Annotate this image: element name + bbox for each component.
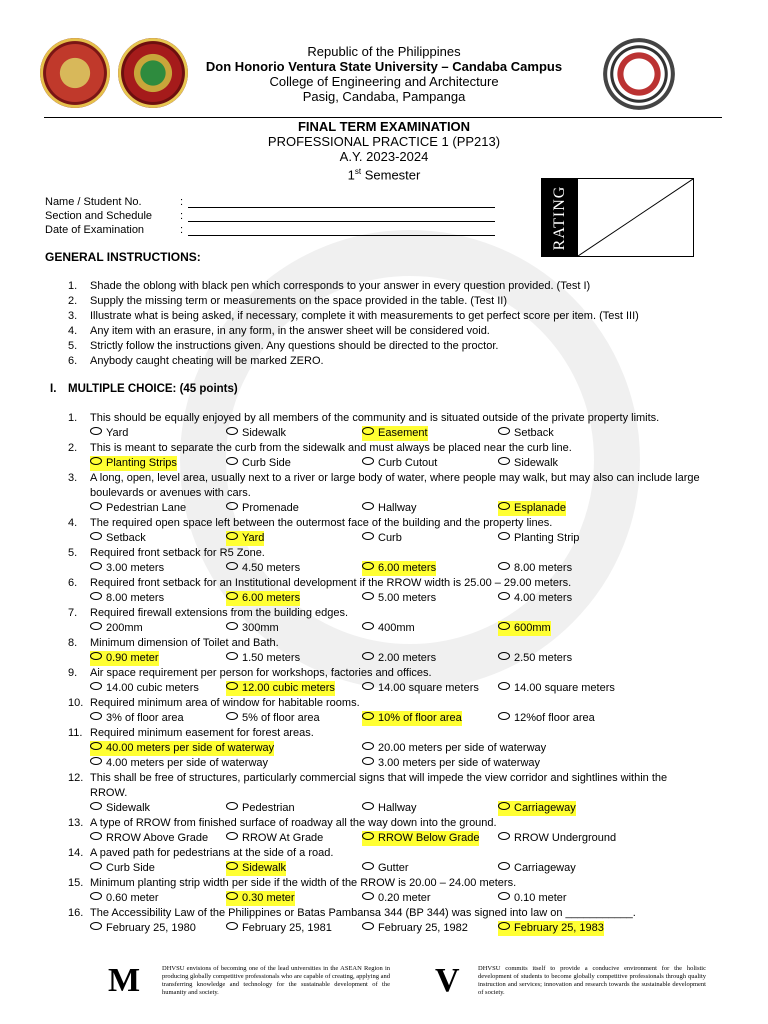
oblong-bubble-icon[interactable] [90, 592, 102, 600]
oblong-bubble-icon[interactable] [90, 502, 102, 510]
option-label: 0.60 meter [106, 892, 159, 904]
question-text: This is meant to separate the curb from the sidewalk and must always be placed near the curb line. [90, 442, 572, 454]
option-label: February 25, 1981 [242, 922, 332, 934]
oblong-bubble-icon[interactable] [90, 757, 102, 765]
answer-option-highlighted[interactable] [498, 921, 604, 936]
answer-option[interactable] [90, 891, 159, 906]
question-text: A paved path for pedestrians at the side of a road. [90, 847, 334, 859]
oblong-bubble-icon[interactable] [362, 592, 374, 600]
answer-option-highlighted[interactable] [90, 651, 159, 666]
question-text: A long, open, level area, usually next to a river or large body of water, where people may walk, but may also can include large [90, 472, 700, 484]
section-title: MULTIPLE CHOICE: (45 points) [68, 383, 238, 395]
oblong-bubble-icon[interactable] [90, 457, 102, 465]
answer-option[interactable] [226, 426, 286, 441]
option-label: Curb Side [106, 862, 155, 874]
option-label: 8.00 meters [514, 562, 573, 574]
option-label: RROW At Grade [242, 832, 324, 844]
answer-option-highlighted[interactable] [498, 501, 566, 516]
answer-option[interactable] [362, 501, 417, 516]
oblong-bubble-icon[interactable] [226, 652, 238, 660]
option-label: Esplanade [514, 502, 566, 514]
header-address: Pasig, Candaba, Pampanga [302, 89, 466, 104]
question-text: The Accessibility Law of the Philippines or Batas Pambansa 344 (BP 344) was signed into law on ___________. [90, 907, 636, 919]
oblong-bubble-icon[interactable] [90, 802, 102, 810]
answer-option[interactable] [498, 561, 572, 576]
option-label: Planting Strip [514, 532, 580, 544]
option-label: February 25, 1983 [514, 922, 604, 934]
oblong-bubble-icon[interactable] [226, 832, 238, 840]
rating-label: RATING [551, 185, 568, 251]
question-text-continued: RROW. [90, 787, 128, 799]
answer-option[interactable] [362, 456, 437, 471]
oblong-bubble-icon[interactable] [226, 922, 238, 930]
question-number: 1. [68, 412, 78, 424]
oblong-bubble-icon[interactable] [362, 532, 374, 540]
oblong-bubble-icon[interactable] [498, 457, 510, 465]
oblong-bubble-icon[interactable] [226, 532, 238, 540]
option-label: 2.50 meters [514, 652, 573, 664]
answer-option[interactable] [226, 921, 332, 936]
question-text: This shall be free of structures, particularly commercial signs that will impede the view corridor and sightlines within the [90, 772, 668, 784]
question-number: 2. [68, 442, 78, 454]
rating-box [541, 178, 694, 257]
option-label: 14.00 cubic meters [106, 682, 199, 694]
question-text: Required minimum easement for forest areas. [90, 727, 314, 739]
answer-option[interactable] [498, 531, 579, 546]
option-label: 10% of floor area [378, 712, 462, 724]
oblong-bubble-icon[interactable] [226, 502, 238, 510]
oblong-bubble-icon[interactable] [90, 562, 102, 570]
question-text: Air space requirement per person for workshops, factories and offices. [90, 667, 432, 679]
answer-option-highlighted[interactable] [362, 831, 479, 846]
answer-option[interactable] [362, 756, 540, 771]
oblong-bubble-icon[interactable] [498, 532, 510, 540]
oblong-bubble-icon[interactable] [498, 832, 510, 840]
option-label: Setback [514, 427, 554, 439]
instruction-item [68, 339, 498, 354]
option-label: 6.00 meters [242, 592, 301, 604]
header-college: College of Engineering and Architecture [269, 74, 499, 89]
oblong-bubble-icon[interactable] [226, 427, 238, 435]
option-label: 5.00 meters [378, 592, 437, 604]
answer-option[interactable] [362, 921, 468, 936]
answer-option-highlighted[interactable] [226, 681, 335, 696]
question-stem [68, 816, 497, 831]
option-label: 2.00 meters [378, 652, 437, 664]
mission-letter: M [108, 962, 141, 999]
answer-option-highlighted[interactable] [498, 621, 551, 636]
option-label: Sidewalk [242, 862, 287, 874]
answer-option-highlighted[interactable] [362, 711, 462, 726]
question-stem [68, 576, 571, 591]
question-number: 12. [68, 772, 84, 784]
oblong-bubble-icon[interactable] [362, 862, 374, 870]
instruction-text: Any item with an erasure, in any form, in the answer sheet will be considered void. [90, 325, 490, 337]
question-stem [68, 471, 700, 486]
oblong-bubble-icon[interactable] [498, 592, 510, 600]
instruction-number: 4. [68, 325, 78, 337]
field-label-name: Name / Student No. [45, 196, 142, 208]
oblong-bubble-icon[interactable] [226, 712, 238, 720]
instruction-item [68, 279, 590, 294]
exam-year: A.Y. 2023-2024 [339, 149, 429, 164]
answer-option-highlighted[interactable] [90, 456, 177, 471]
answer-option-highlighted[interactable] [226, 591, 300, 606]
header-university: Don Honorio Ventura State University – Candaba Campus [205, 59, 563, 74]
option-label: Planting Strips [106, 457, 177, 469]
answer-option[interactable] [90, 531, 146, 546]
option-label: Carriageway [514, 862, 576, 874]
option-label: Curb [378, 532, 402, 544]
question-stem [68, 876, 516, 891]
question-text: Minimum planting strip width per side if the width of the RROW is 20.00 – 24.00 meters. [90, 877, 517, 889]
answer-option[interactable] [362, 531, 402, 546]
oblong-bubble-icon[interactable] [90, 742, 102, 750]
answer-option[interactable] [90, 501, 186, 516]
question-stem [68, 846, 333, 861]
instruction-item [68, 294, 507, 309]
option-label: 1.50 meters [242, 652, 301, 664]
option-label: Gutter [378, 862, 409, 874]
option-label: Easement [378, 427, 428, 439]
instruction-text: Supply the missing term or measurements on the space provided in the table. (Test II) [90, 295, 507, 307]
field-colon: : [180, 196, 184, 208]
question-stem [68, 666, 432, 681]
option-label: RROW Underground [514, 832, 617, 844]
option-label: 0.90 meter [106, 652, 159, 664]
oblong-bubble-icon[interactable] [362, 892, 374, 900]
answer-option[interactable] [498, 861, 576, 876]
option-label: RROW Below Grade [378, 832, 480, 844]
oblong-bubble-icon[interactable] [226, 682, 238, 690]
answer-option[interactable] [226, 456, 291, 471]
oblong-bubble-icon[interactable] [362, 622, 374, 630]
oblong-bubble-icon[interactable] [362, 802, 374, 810]
oblong-bubble-icon[interactable] [362, 742, 374, 750]
option-label: 4.00 meters per side of waterway [106, 757, 269, 769]
answer-option[interactable] [90, 621, 143, 636]
oblong-bubble-icon[interactable] [362, 427, 374, 435]
vision-text: DHVSU commits itself to provide a conducive environment for the holistic development of students to become globally competitive professionals through quality instruction and services; innovation and research towards the sustainable development of society. [478, 965, 706, 996]
oblong-bubble-icon[interactable] [498, 922, 510, 930]
question-number: 15. [68, 877, 84, 889]
rating-diagonal [542, 179, 693, 256]
question-stem [68, 696, 360, 711]
oblong-bubble-icon[interactable] [362, 922, 374, 930]
answer-option[interactable] [226, 561, 300, 576]
option-label: Carriageway [514, 802, 576, 814]
question-text: Required minimum area of window for habitable rooms. [90, 697, 360, 709]
answer-option[interactable] [226, 801, 295, 816]
answer-option[interactable] [362, 591, 436, 606]
instruction-text: Strictly follow the instructions given. Any questions should be directed to the proctor. [90, 340, 499, 352]
option-label: 3% of floor area [106, 712, 184, 724]
question-number: 13. [68, 817, 84, 829]
oblong-bubble-icon[interactable] [362, 757, 374, 765]
option-label: 12%of floor area [514, 712, 595, 724]
option-label: February 25, 1982 [378, 922, 468, 934]
option-label: 5% of floor area [242, 712, 320, 724]
option-label: 200mm [106, 622, 143, 634]
oblong-bubble-icon[interactable] [226, 892, 238, 900]
option-label: 3.00 meters [106, 562, 165, 574]
question-number: 9. [68, 667, 78, 679]
oblong-bubble-icon[interactable] [362, 832, 374, 840]
oblong-bubble-icon[interactable] [226, 622, 238, 630]
oblong-bubble-icon[interactable] [90, 712, 102, 720]
question-stem [68, 546, 265, 561]
option-label: 3.00 meters per side of waterway [378, 757, 541, 769]
answer-option[interactable] [90, 801, 150, 816]
option-label: 6.00 meters [378, 562, 437, 574]
option-label: 4.00 meters [514, 592, 573, 604]
answer-option-highlighted[interactable] [226, 531, 264, 546]
option-label: 300mm [242, 622, 279, 634]
option-label: 14.00 square meters [514, 682, 615, 694]
oblong-bubble-icon[interactable] [498, 427, 510, 435]
oblong-bubble-icon[interactable] [362, 682, 374, 690]
answer-option[interactable] [90, 756, 268, 771]
instruction-number: 1. [68, 280, 78, 292]
question-number: 10. [68, 697, 84, 709]
oblong-bubble-icon[interactable] [90, 682, 102, 690]
answer-option[interactable] [226, 711, 320, 726]
option-label: RROW Above Grade [106, 832, 209, 844]
oblong-bubble-icon[interactable] [90, 427, 102, 435]
question-stem [68, 771, 667, 786]
question-number: 6. [68, 577, 78, 589]
section-field[interactable] [188, 209, 495, 222]
oblong-bubble-icon[interactable] [362, 712, 374, 720]
question-number: 14. [68, 847, 84, 859]
question-text: Required front setback for an Institutional development if the RROW width is 25.00 – 29.00 meters. [90, 577, 572, 589]
field-colon: : [180, 224, 184, 236]
oblong-bubble-icon[interactable] [362, 502, 374, 510]
question-text: Required front setback for R5 Zone. [90, 547, 265, 559]
answer-option[interactable] [226, 831, 323, 846]
question-number: 11. [68, 727, 83, 739]
oblong-bubble-icon[interactable] [498, 622, 510, 630]
answer-option[interactable] [90, 591, 164, 606]
instruction-text: Illustrate what is being asked, if necessary, complete it with measurements to get perfect score per item. (Test III) [90, 310, 639, 322]
answer-option-highlighted[interactable] [90, 741, 274, 756]
oblong-bubble-icon[interactable] [226, 592, 238, 600]
instruction-text: Shade the oblong with black pen which corresponds to your answer in every question provided. (Test I) [90, 280, 591, 292]
oblong-bubble-icon[interactable] [498, 802, 510, 810]
oblong-bubble-icon[interactable] [90, 622, 102, 630]
instructions-heading: GENERAL INSTRUCTIONS: [45, 250, 201, 264]
question-stem [68, 636, 279, 651]
answer-option[interactable] [226, 501, 299, 516]
answer-option[interactable] [90, 711, 184, 726]
question-stem [68, 906, 636, 921]
oblong-bubble-icon[interactable] [226, 802, 238, 810]
question-text: Minimum dimension of Toilet and Bath. [90, 637, 279, 649]
answer-option[interactable] [498, 651, 572, 666]
answer-option-highlighted[interactable] [362, 426, 428, 441]
option-label: 12.00 cubic meters [242, 682, 335, 694]
oblong-bubble-icon[interactable] [362, 457, 374, 465]
question-number: 16. [68, 907, 84, 919]
oblong-bubble-icon[interactable] [498, 862, 510, 870]
answer-option[interactable] [362, 801, 417, 816]
answer-option[interactable] [90, 921, 196, 936]
instruction-text: Anybody caught cheating will be marked ZERO. [90, 355, 324, 367]
header-republic: Republic of the Philippines [307, 44, 461, 59]
question-number: 4. [68, 517, 78, 529]
question-stem [68, 516, 552, 531]
option-label: Promenade [242, 502, 299, 514]
question-text: A type of RROW from finished surface of roadway all the way down into the ground. [90, 817, 497, 829]
question-number: 8. [68, 637, 78, 649]
name-field[interactable] [188, 195, 495, 208]
oblong-bubble-icon[interactable] [498, 682, 510, 690]
answer-option[interactable] [498, 891, 567, 906]
oblong-bubble-icon[interactable] [90, 922, 102, 930]
instruction-number: 2. [68, 295, 78, 307]
answer-option[interactable] [90, 681, 199, 696]
option-label: Sidewalk [514, 457, 559, 469]
section-number: I. [50, 383, 57, 395]
oblong-bubble-icon[interactable] [226, 862, 238, 870]
oblong-bubble-icon[interactable] [90, 532, 102, 540]
answer-option[interactable] [362, 651, 436, 666]
option-label: Hallway [378, 802, 417, 814]
answer-option[interactable] [498, 831, 616, 846]
answer-option-highlighted[interactable] [498, 801, 576, 816]
option-label: Yard [242, 532, 265, 544]
answer-option[interactable] [362, 891, 431, 906]
oblong-bubble-icon[interactable] [90, 832, 102, 840]
option-label: 0.30 meter [242, 892, 295, 904]
option-label: 14.00 square meters [378, 682, 479, 694]
answer-option[interactable] [362, 621, 415, 636]
option-label: 4.50 meters [242, 562, 301, 574]
oblong-bubble-icon[interactable] [90, 892, 102, 900]
answer-option[interactable] [498, 591, 572, 606]
question-text: Required firewall extensions from the building edges. [90, 607, 349, 619]
question-number: 3. [68, 472, 78, 484]
instruction-item [68, 354, 324, 369]
option-label: Sidewalk [242, 427, 287, 439]
field-label-section: Section and Schedule [45, 210, 153, 222]
oblong-bubble-icon[interactable] [498, 892, 510, 900]
instruction-item [68, 309, 639, 324]
exam-title: FINAL TERM EXAMINATION [297, 119, 471, 134]
question-stem [68, 606, 348, 621]
answer-option[interactable] [90, 861, 155, 876]
answer-option[interactable] [90, 831, 208, 846]
answer-option-highlighted[interactable] [226, 861, 286, 876]
question-stem [68, 441, 572, 456]
option-label: February 25, 1980 [106, 922, 196, 934]
question-number: 7. [68, 607, 78, 619]
answer-option[interactable] [362, 861, 409, 876]
oblong-bubble-icon[interactable] [226, 457, 238, 465]
question-stem [68, 726, 314, 741]
question-text: The required open space left between the outermost face of the building and the property lines. [90, 517, 553, 529]
option-label: Curb Cutout [378, 457, 438, 469]
oblong-bubble-icon[interactable] [362, 652, 374, 660]
option-label: 400mm [378, 622, 415, 634]
option-label: Yard [106, 427, 129, 439]
oblong-bubble-icon[interactable] [362, 562, 374, 570]
option-label: 0.20 meter [378, 892, 431, 904]
answer-option[interactable] [498, 711, 595, 726]
answer-option[interactable] [362, 681, 479, 696]
option-label: Hallway [378, 502, 417, 514]
field-label-date: Date of Examination [45, 224, 145, 236]
option-label: 600mm [514, 622, 551, 634]
mission-text: DHVSU envisions of becoming one of the lead universities in the ASEAN Region in producing globally competitive professionals who are capable of creating, applying and transferring knowledge and technology for the sustainable development of the humanity and society. [162, 965, 390, 996]
header-divider [44, 117, 722, 118]
answer-option[interactable] [362, 741, 546, 756]
option-label: 20.00 meters per side of waterway [378, 742, 547, 754]
answer-option[interactable] [90, 426, 128, 441]
oblong-bubble-icon[interactable] [498, 712, 510, 720]
answer-option[interactable] [498, 426, 554, 441]
question-text-continued: boulevards or avenues with cars. [90, 487, 251, 499]
oblong-bubble-icon[interactable] [498, 652, 510, 660]
option-label: Curb Side [242, 457, 291, 469]
option-label: Pedestrian [242, 802, 295, 814]
oblong-bubble-icon[interactable] [226, 562, 238, 570]
answer-option[interactable] [498, 681, 615, 696]
option-label: 8.00 meters [106, 592, 165, 604]
oblong-bubble-icon[interactable] [90, 652, 102, 660]
instruction-item [68, 324, 490, 339]
answer-option-highlighted[interactable] [362, 561, 436, 576]
option-label: Sidewalk [106, 802, 151, 814]
field-colon: : [180, 210, 184, 222]
question-number: 5. [68, 547, 78, 559]
option-label: Pedestrian Lane [106, 502, 187, 514]
answer-option[interactable] [226, 651, 300, 666]
option-label: 40.00 meters per side of waterway [106, 742, 275, 754]
option-label: Setback [106, 532, 146, 544]
date-field[interactable] [188, 223, 495, 236]
answer-option[interactable] [226, 621, 279, 636]
question-text: This should be equally enjoyed by all members of the community and is situated outside of the private property limits. [90, 412, 660, 424]
answer-option[interactable] [498, 456, 558, 471]
exam-course: PROFESSIONAL PRACTICE 1 (PP213) [267, 134, 501, 149]
answer-option[interactable] [90, 561, 164, 576]
option-label: 0.10 meter [514, 892, 567, 904]
instruction-number: 6. [68, 355, 78, 367]
answer-option-highlighted[interactable] [226, 891, 295, 906]
vision-letter: V [435, 962, 460, 999]
oblong-bubble-icon[interactable] [90, 862, 102, 870]
oblong-bubble-icon[interactable] [498, 502, 510, 510]
instruction-number: 5. [68, 340, 78, 352]
oblong-bubble-icon[interactable] [498, 562, 510, 570]
question-stem [68, 411, 659, 426]
exam-semester: 1st Semester [347, 167, 421, 183]
instruction-number: 3. [68, 310, 78, 322]
